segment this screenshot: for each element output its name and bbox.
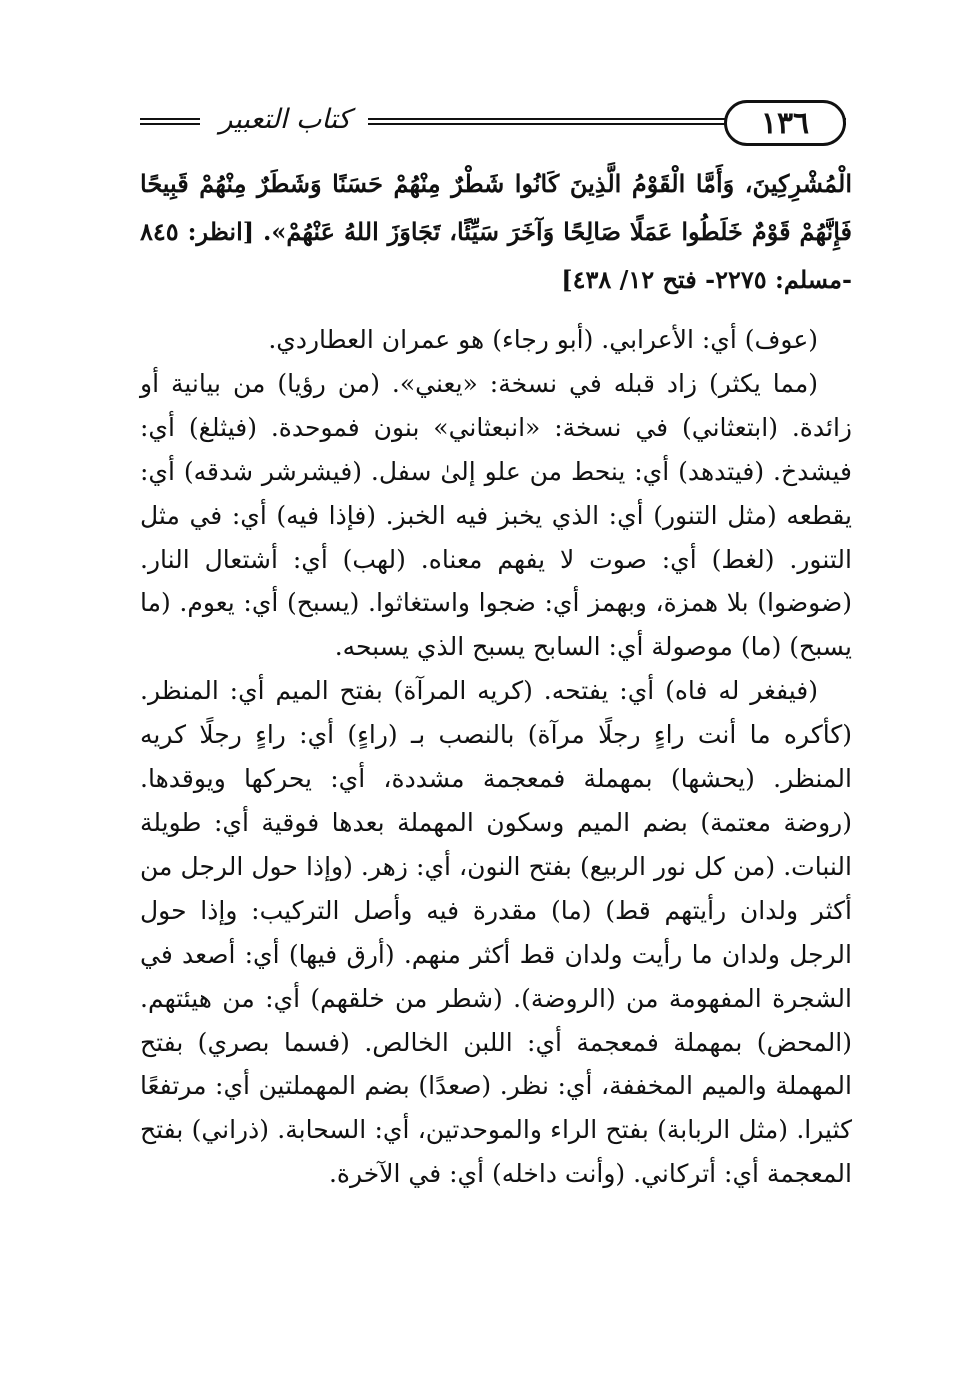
- paragraph: (فيفغر له فاه) أي: يفتحه. (كريه المرآة) بفتح الميم أي: المنظر. (كأكره ما أنت راءٍ رجلًا مرآة) بالنصب بـ (راءٍ) أي: راءٍ رجلًا كريه المنظر. (يحشها) بمهملة فمعجمة مشددة، أي: يحركها ويوقدها. (روضة معتمة) بضم الميم وسكون المهملة بعدها فوقية أي: طويلة النبات. (من كل نور الربيع) بفتح النون، أي: زهر. (وإذا حول الرجل من أكثر ولدان رأيتهم قط) (ما) مقدرة فيه وأصل التركيب: وإذا حول الرجل ولدان ما رأيت ولدان قط أكثر منهم. (أرق فيها) أي: أصعد في الشجرة المفهومة من (الروضة). (شطر من خلقهم) أي: من هيئتهم. (المحض) بمهملة فمعجمة أي: اللبن الخالص. (فسما بصري) بفتح المهملة والميم المخففة، أي: نظر. (صعدًا) بضم المهملتين أي: مرتفعًا كثيرا. (مثل الربابة) بفتح الراء والموحدتين، أي: السحابة. (ذراني) بفتح المعجمة أي: أتركاني. (وأنت داخله) أي: في الآخرة.: [140, 676, 852, 1189]
- book-title: كتاب التعبير: [219, 104, 351, 135]
- page-header: [140, 96, 852, 146]
- paragraph: (مما يكثر) زاد قبله في نسخة: «يعني». (من رؤيا) من بيانية أو زائدة. (ابتعثاني) في نسخة: «انبعثاني» بنون فموحدة. (فيثلغ) أي: فيشدخ. (فيتدهد) أي: ينحط من علو إلىٰ سفل. (فيشرشر شدقه) أي: يقطعه (مثل التنور) أي: الذي يخبز فيه الخبز. (فإذا فيه) أي: في مثل التنور. (لغط) أي: صوت لا يفهم معناه. (لهب) أي: أشتعال النار. (ضوضوا) بلا همزة، وبهمز أي: ضجوا واستغاثوا. (يسبح) أي: يعوم. (ما يسبح) (ما) موصولة أي: السابح يسبح الذي يسبحه.: [140, 368, 852, 662]
- commentary: [140, 318, 852, 1196]
- header-rule-left: [140, 118, 200, 125]
- hadith-text: الْمُشْرِكِينَ، وَأَمَّا الْقَوْمُ الَّذِينَ كَانُوا شَطْرٌ مِنْهُمْ حَسَنًا وَشَطَرٌ مِنْهُمْ قَبِيحًا فَإِنَّهُمْ قَوْمٌ خَلَطُوا عَمَلًا صَالِحًا وَآخَرَ سَيِّئًا، تَجَاوَزَ اللهُ عَنْهُمْ». [انظر: ٨٤٥ -مسلم: ٢٢٧٥- فتح ١٢/ ٤٣٨]: [140, 169, 852, 294]
- page-number-badge: ١٣٦: [724, 100, 846, 146]
- paragraph: (عوف) أي: الأعرابي. (أبو رجاء) هو عمران العطاردي.: [268, 325, 818, 354]
